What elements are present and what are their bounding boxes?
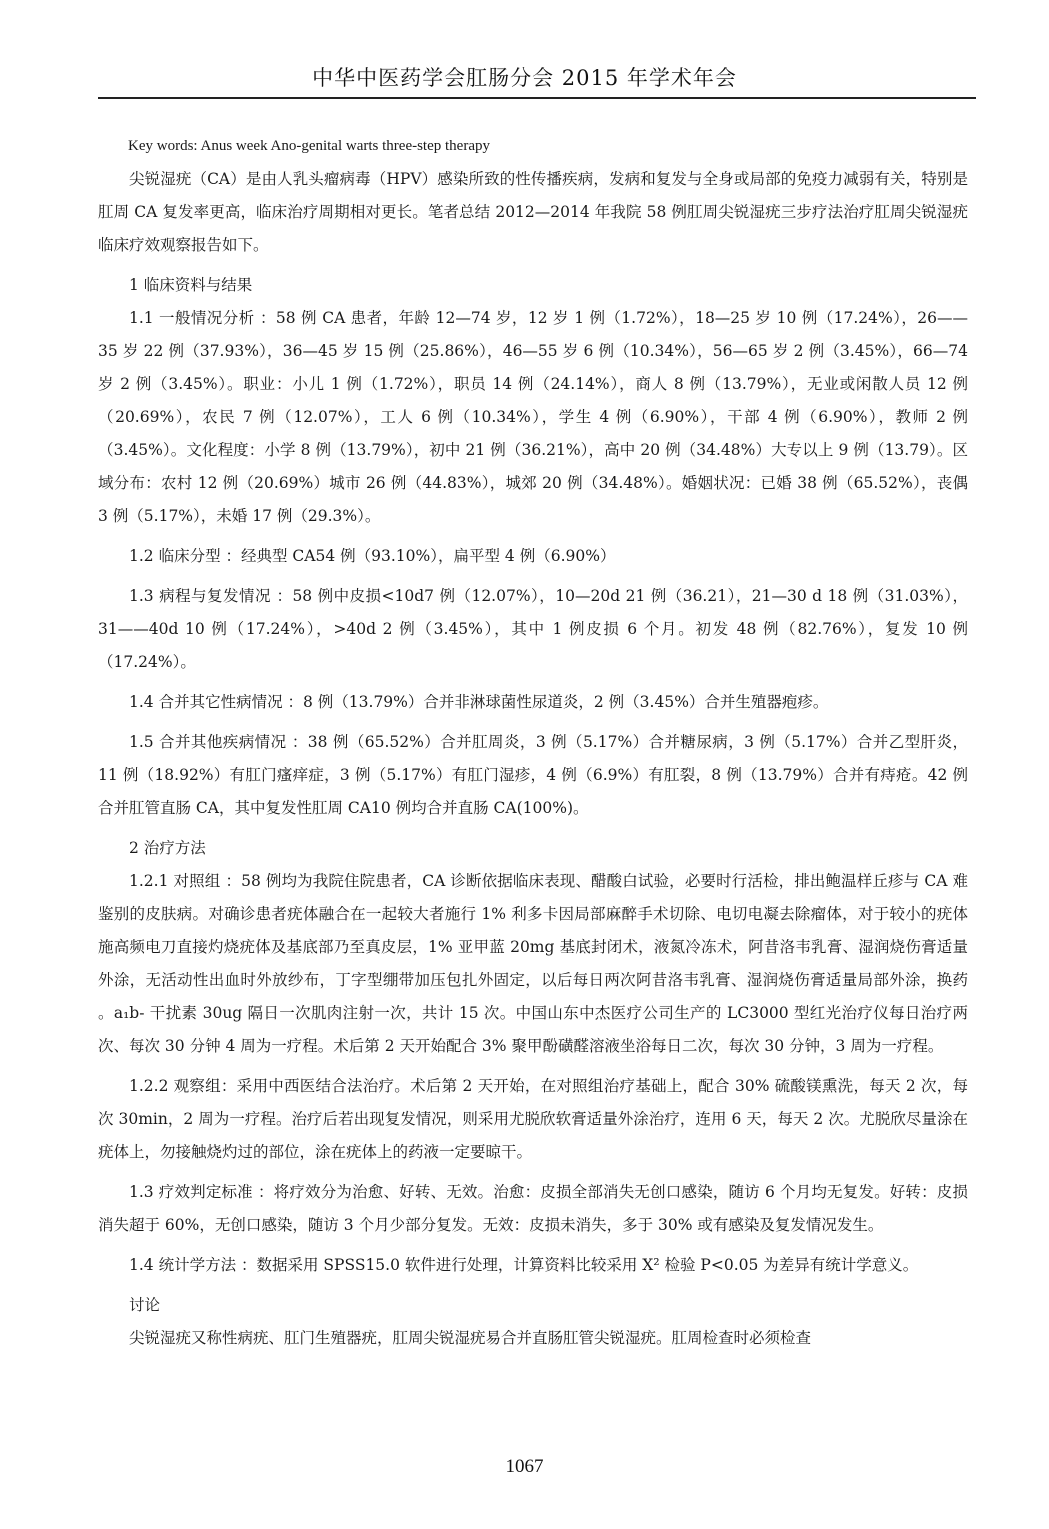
paragraph-course-recurrence: 1.3 病程与复发情况 ：58 例中皮损<10d7 例（12.07%），10—20d 21 例（36.21），21—30 d 18 例（31.03%），31——40d 10 例（17.24%），>40d 2 例（3.45%），其中 1 例皮损 6 个月。初发 48 例（82.76%），复发 10 例（17.24%）。 <box>98 587 968 671</box>
paragraph-control-group: 1.2.1 对照组 ：58 例均为我院住院患者，CA 诊断依据临床表现、醋酸白试验，必要时行活检，排出鲍温样丘疹与 CA 难鉴别的皮肤病。对确诊患者疣体融合在一起较大者施行 1% 利多卡因局部麻醉手术切除、电切电凝去除瘤体，对于较小的疣体施高频电刀直接灼烧疣体及基底部乃至真皮层，1% 亚甲蓝 20mg 基底封闭术，液氮冷冻术，阿昔洛韦乳膏、湿润烧伤膏适量外涂，无活动性出血时外放纱布，丁字型绷带加压包扎外固定，以后每日两次阿昔洛韦乳膏、湿润烧伤膏适量局部外涂，换药 。a₁b- 干扰素 30ug 隔日一次肌肉注射一次，共计 15 次。中国山东中杰医疗公司生产的 LC3000 型红光治疗仪每日治疗两次、每次 30 分钟 4 周为一疗程。术后第 2 天开始配合 3% 聚甲酚磺醛溶液坐浴每日二次，每次 30 分钟，3 周为一疗程。 <box>98 872 968 1055</box>
paragraph-observation-group: 1.2.2 观察组：采用中西医结合法治疗。术后第 2 天开始，在对照组治疗基础上，配合 30% 硫酸镁熏洗，每天 2 次，每次 30min，2 周为一疗程。治疗后若出现复发情况，则采用尤脱欣软膏适量外涂治疗，连用 6 天，每天 2 次。尤脱欣尽量涂在疣体上，勿接触烧灼过的部位，涂在疣体上的药液一定要晾干。 <box>98 1077 968 1161</box>
header-rule <box>98 97 976 99</box>
keywords-line: Key words: Anus week Ano-genital warts three-step therapy <box>128 138 490 154</box>
paragraph-efficacy-criteria: 1.3 疗效判定标准 ：将疗效分为治愈、好转、无效。治愈：皮损全部消失无创口感染，随访 6 个月均无复发。好转：皮损消失超于 60%，无创口感染，随访 3 个月少部分复发。无效：皮损未消失，多于 30% 或有感染及复发情况发生。 <box>98 1183 968 1234</box>
paragraph-clinical-type: 1.2 临床分型 ：经典型 CA54 例（93.10%），扁平型 4 例（6.90%） <box>129 547 616 565</box>
section-heading-clinical-data: 1 临床资料与结果 <box>129 276 253 294</box>
paragraph-statistics: 1.4 统计学方法 ：数据采用 SPSS15.0 软件进行处理，计算资料比较采用 X² 检验 P<0.05 为差异有统计学意义。 <box>129 1256 919 1274</box>
page-number: 1067 <box>505 1456 544 1477</box>
paragraph-general-analysis: 1.1 一般情况分析 ：58 例 CA 患者，年龄 12—74 岁，12 岁 1 例（1.72%），18—25 岁 10 例（17.24%），26——35 岁 22 例（37.93%），36—45 岁 15 例（25.86%），46—55 岁 6 例（10.34%），56—65 岁 2 例（3.45%），66—74 岁 2 例（3.45%）。职业：小儿 1 例（1.72%），职员 14 例（24.14%），商人 8 例（13.79%），无业或闲散人员 12 例（20.69%），农民 7 例（12.07%），工人 6 例（10.34%），学生 4 例（6.90%），干部 4 例（6.90%），教师 2 例（3.45%）。文化程度：小学 8 例（13.79%），初中 21 例（36.21%），高中 20 例（34.48%）大专以上 9 例（13.79）。区域分布：农村 12 例（20.69%）城市 26 例（44.83%），城郊 20 例（34.48%）。婚姻状况：已婚 38 例（65.52%），丧偶 3 例（5.17%），未婚 17 例（29.3%）。 <box>98 309 968 525</box>
paragraph-other-std: 1.4 合并其它性病情况 ：8 例（13.79%）合并非淋球菌性尿道炎，2 例（3.45%）合并生殖器疱疹。 <box>129 693 829 711</box>
running-header: 中华中医药学会肛肠分会 2015 年学术年会 <box>312 66 737 90</box>
section-heading-discussion: 讨论 <box>129 1296 161 1314</box>
paragraph-discussion: 尖锐湿疣又称性病疣、肛门生殖器疣，肛周尖锐湿疣易合并直肠肛管尖锐湿疣。肛周检查时必须检查 <box>129 1329 812 1347</box>
article-body <box>98 130 968 1362</box>
section-heading-treatment: 2 治疗方法 <box>129 839 206 857</box>
paragraph-other-diseases: 1.5 合并其他疾病情况 ：38 例（65.52%）合并肛周炎，3 例（5.17%）合并糖尿病，3 例（5.17%）合并乙型肝炎，11 例（18.92%）有肛门瘙痒症，3 例（5.17%）有肛门湿疹，4 例（6.9%）有肛裂，8 例（13.79%）合并有痔疮。42 例合并肛管直肠 CA，其中复发性肛周 CA10 例均合并直肠 CA(100%)。 <box>98 733 968 817</box>
intro-paragraph: 尖锐湿疣（CA）是由人乳头瘤病毒（HPV）感染所致的性传播疾病，发病和复发与全身或局部的免疫力减弱有关，特别是肛周 CA 复发率更高，临床治疗周期相对更长。笔者总结 2012—2014 年我院 58 例肛周尖锐湿疣三步疗法治疗肛周尖锐湿疣临床疗效观察报告如下。 <box>98 170 968 254</box>
